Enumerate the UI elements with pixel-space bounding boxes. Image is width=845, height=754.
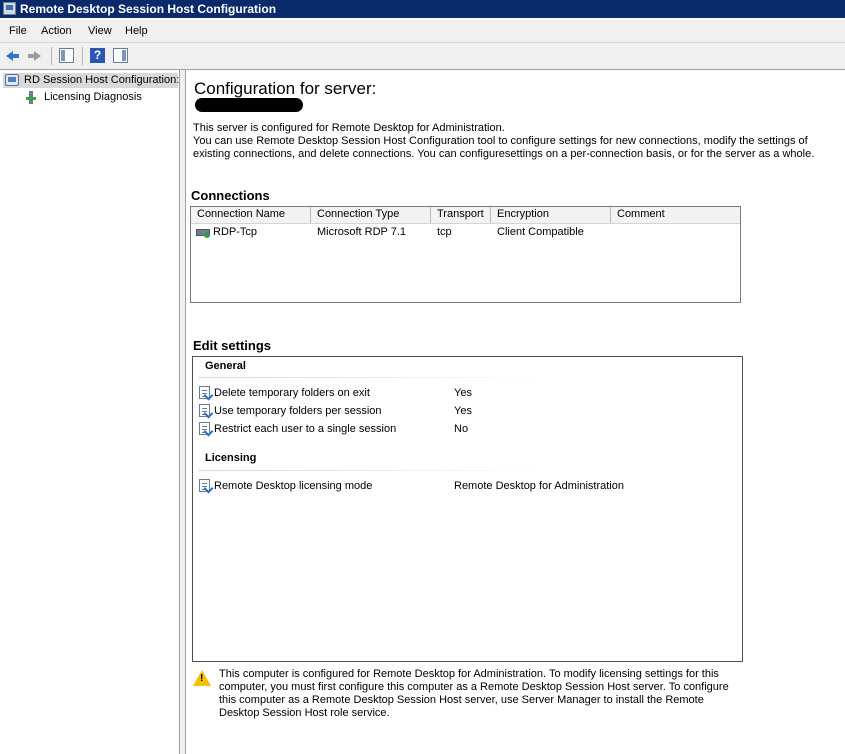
- connections-heading: Connections: [191, 188, 270, 203]
- remote-desktop-icon: [5, 74, 19, 86]
- setting-value: Yes: [454, 387, 472, 399]
- menu-file[interactable]: File: [9, 25, 27, 37]
- properties-icon: [199, 422, 210, 435]
- description: [193, 122, 833, 161]
- tree-item-rd-session-host-configuration[interactable]: [3, 73, 178, 88]
- setting-name: Restrict each user to a single session: [214, 423, 397, 435]
- toolbar: [0, 43, 845, 70]
- column-header-transport[interactable]: Transport: [431, 207, 491, 223]
- cell-connection-name: RDP-Tcp: [213, 226, 258, 238]
- properties-icon: [199, 386, 210, 399]
- forward-button[interactable]: [26, 47, 44, 65]
- general-group-heading: General: [205, 360, 246, 372]
- warning-icon: [193, 670, 211, 686]
- window-title: Remote Desktop Session Host Configuration: [20, 2, 277, 16]
- menu-action[interactable]: Action: [41, 25, 72, 37]
- edit-settings-heading: Edit settings: [193, 338, 272, 353]
- licensing-diagnosis-icon: [26, 91, 36, 104]
- column-header-connection-name[interactable]: Connection Name: [191, 207, 311, 223]
- console-tree: [0, 70, 180, 754]
- menu-view[interactable]: View: [88, 25, 112, 37]
- setting-name: Delete temporary folders on exit: [214, 387, 370, 399]
- toolbar-separator: [82, 47, 83, 65]
- app-icon: [3, 2, 16, 15]
- setting-restrict-single-session[interactable]: [199, 421, 739, 437]
- setting-licensing-mode[interactable]: [199, 478, 739, 494]
- menu-bar: [0, 20, 845, 43]
- main-panel: [187, 70, 845, 754]
- tree-item-label: RD Session Host Configuration:: [24, 74, 180, 86]
- connections-table: [190, 206, 741, 303]
- licensing-group-heading: Licensing: [205, 452, 257, 464]
- description-line-2: You can use Remote Desktop Session Host Configuration tool to configure settings for new connections, modify the settings of existing connections, and delete connections. You can configuresettings on a per-connection basis, or for the server as a whole.: [193, 135, 815, 160]
- setting-value: Yes: [454, 405, 472, 417]
- group-divider: [199, 470, 549, 471]
- properties-icon: [199, 404, 210, 417]
- cell-connection-type: Microsoft RDP 7.1: [317, 226, 407, 238]
- help-button[interactable]: [89, 47, 107, 65]
- column-header-comment[interactable]: Comment: [617, 208, 665, 220]
- setting-value: Remote Desktop for Administration: [454, 480, 624, 492]
- warning-message: This computer is configured for Remote Desktop for Administration. To modify licensing settings for this computer, you must first configure this computer as a Remote Desktop Session Host server. To configure this computer as a Remote Desktop Session Host server, use Server Manager to install the Remote Desktop Session Host role service.: [219, 668, 729, 719]
- description-line-1: This server is configured for Remote Desktop for Administration.: [193, 122, 505, 134]
- edit-settings-panel: [192, 356, 743, 662]
- back-arrow-icon: [6, 51, 13, 61]
- setting-value: No: [454, 423, 469, 435]
- column-header-connection-type[interactable]: Connection Type: [311, 207, 431, 223]
- group-divider: [199, 377, 549, 378]
- setting-use-temp-folders[interactable]: [199, 403, 739, 419]
- window-titlebar: [0, 0, 845, 18]
- setting-name: Remote Desktop licensing mode: [214, 480, 373, 492]
- setting-name: Use temporary folders per session: [214, 405, 382, 417]
- show-hide-console-tree-button[interactable]: [58, 47, 76, 65]
- column-header-encryption[interactable]: Encryption: [491, 207, 611, 223]
- redacted-server-name: [195, 98, 303, 112]
- tree-item-label: Licensing Diagnosis: [44, 91, 142, 103]
- properties-icon: [199, 479, 210, 492]
- cell-transport: tcp: [437, 226, 452, 238]
- table-row[interactable]: [191, 224, 740, 240]
- cell-encryption: Client Compatible: [497, 226, 584, 238]
- menu-help[interactable]: Help: [125, 25, 148, 37]
- action-pane-icon: [113, 48, 128, 63]
- back-button[interactable]: [4, 47, 22, 65]
- show-hide-action-pane-button[interactable]: [112, 47, 130, 65]
- setting-delete-temp-folders[interactable]: [199, 385, 739, 401]
- console-tree-icon: [59, 48, 74, 63]
- help-icon: ?: [90, 48, 105, 63]
- tree-item-licensing-diagnosis[interactable]: [24, 90, 174, 105]
- pane-splitter[interactable]: [180, 70, 186, 754]
- table-header: [191, 207, 740, 224]
- forward-arrow-icon: [34, 51, 41, 61]
- toolbar-separator: [51, 47, 52, 65]
- connection-icon: [196, 227, 211, 238]
- page-title: Configuration for server:: [194, 79, 377, 98]
